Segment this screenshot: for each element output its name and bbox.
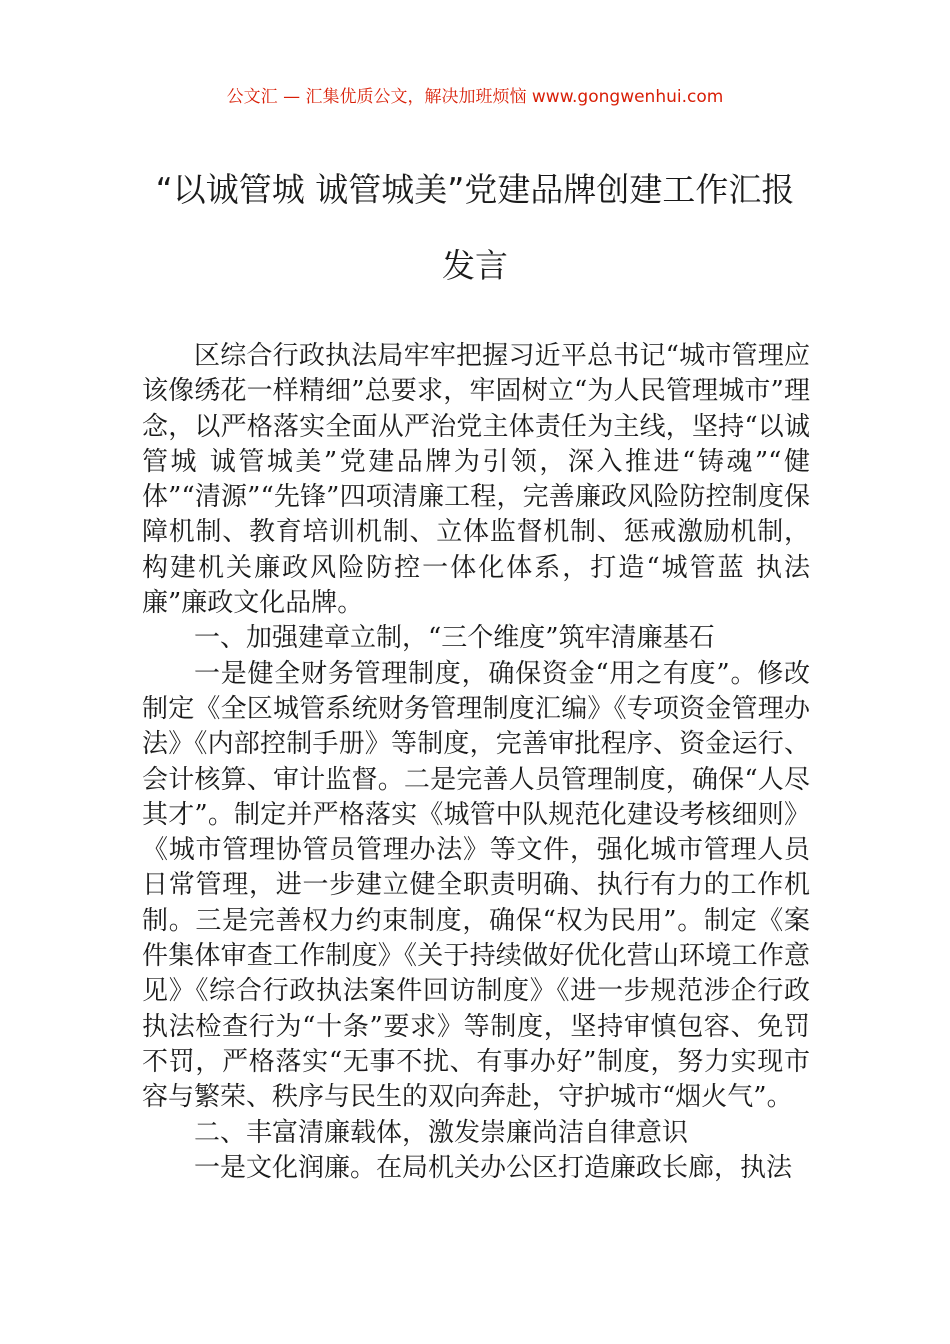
document-body bbox=[142, 339, 810, 1186]
section-1-paragraph: 一是健全财务管理制度，确保资金“用之有度”。修改制定《全区城管系统财务管理制度汇编》《专项资金管理办法》《内部控制手册》等制度，完善审批程序、资金运行、会计核算、审计监督。二是完善人员管理制度，确保“人尽其才”。制定并严格落实《城管中队规范化建设考核细则》《城市管理协管员管理办法》等文件，强化城市管理人员日常管理，进一步建立健全职责明确、执行有力的工作机制。三是完善权力约束制度，确保“权为民用”。制定《案件集体审查工作制度》《关于持续做好优化营山环境工作意见》《综合行政执法案件回访制度》《进一步规范涉企行政执法检查行为“十条”要求》等制度，坚持审慎包容、免罚不罚，严格落实“无事不扰、有事办好”制度，努力实现市容与繁荣、秩序与民生的双向奔赴，守护城市“烟火气”。 bbox=[142, 658, 810, 1113]
header-banner: 公文汇 — 汇集优质公文，解决加班烦恼 www.gongwenhui.com bbox=[226, 87, 724, 107]
intro-paragraph: 区综合行政执法局牢牢把握习近平总书记“城市管理应该像绣花一样精细”总要求，牢固树立“为人民管理城市”理念，以严格落实全面从严治党主体责任为主线，坚持“以诚管城 诚管城美”党建品牌为引领，深入推进“铸魂”“健体”“清源”“先锋”四项清廉工程，完善廉政风险防控制度保障机制、教育培训机制、立体监督机制、惩戒激励机制，构建机关廉政风险防控一体化体系，打造“城管蓝 执法廉”廉政文化品牌。 bbox=[142, 341, 810, 619]
section-2-paragraph: 一是文化润廉。在局机关办公区打造廉政长廊，执法 bbox=[194, 1152, 793, 1183]
document-title: “以诚管城 诚管城美”党建品牌创建工作汇报发言 bbox=[155, 170, 795, 285]
section-heading-1: 一、加强建章立制，“三个维度”筑牢清廉基石 bbox=[194, 623, 715, 654]
section-heading-2: 二、丰富清廉载体，激发崇廉尚洁自律意识 bbox=[194, 1117, 689, 1148]
